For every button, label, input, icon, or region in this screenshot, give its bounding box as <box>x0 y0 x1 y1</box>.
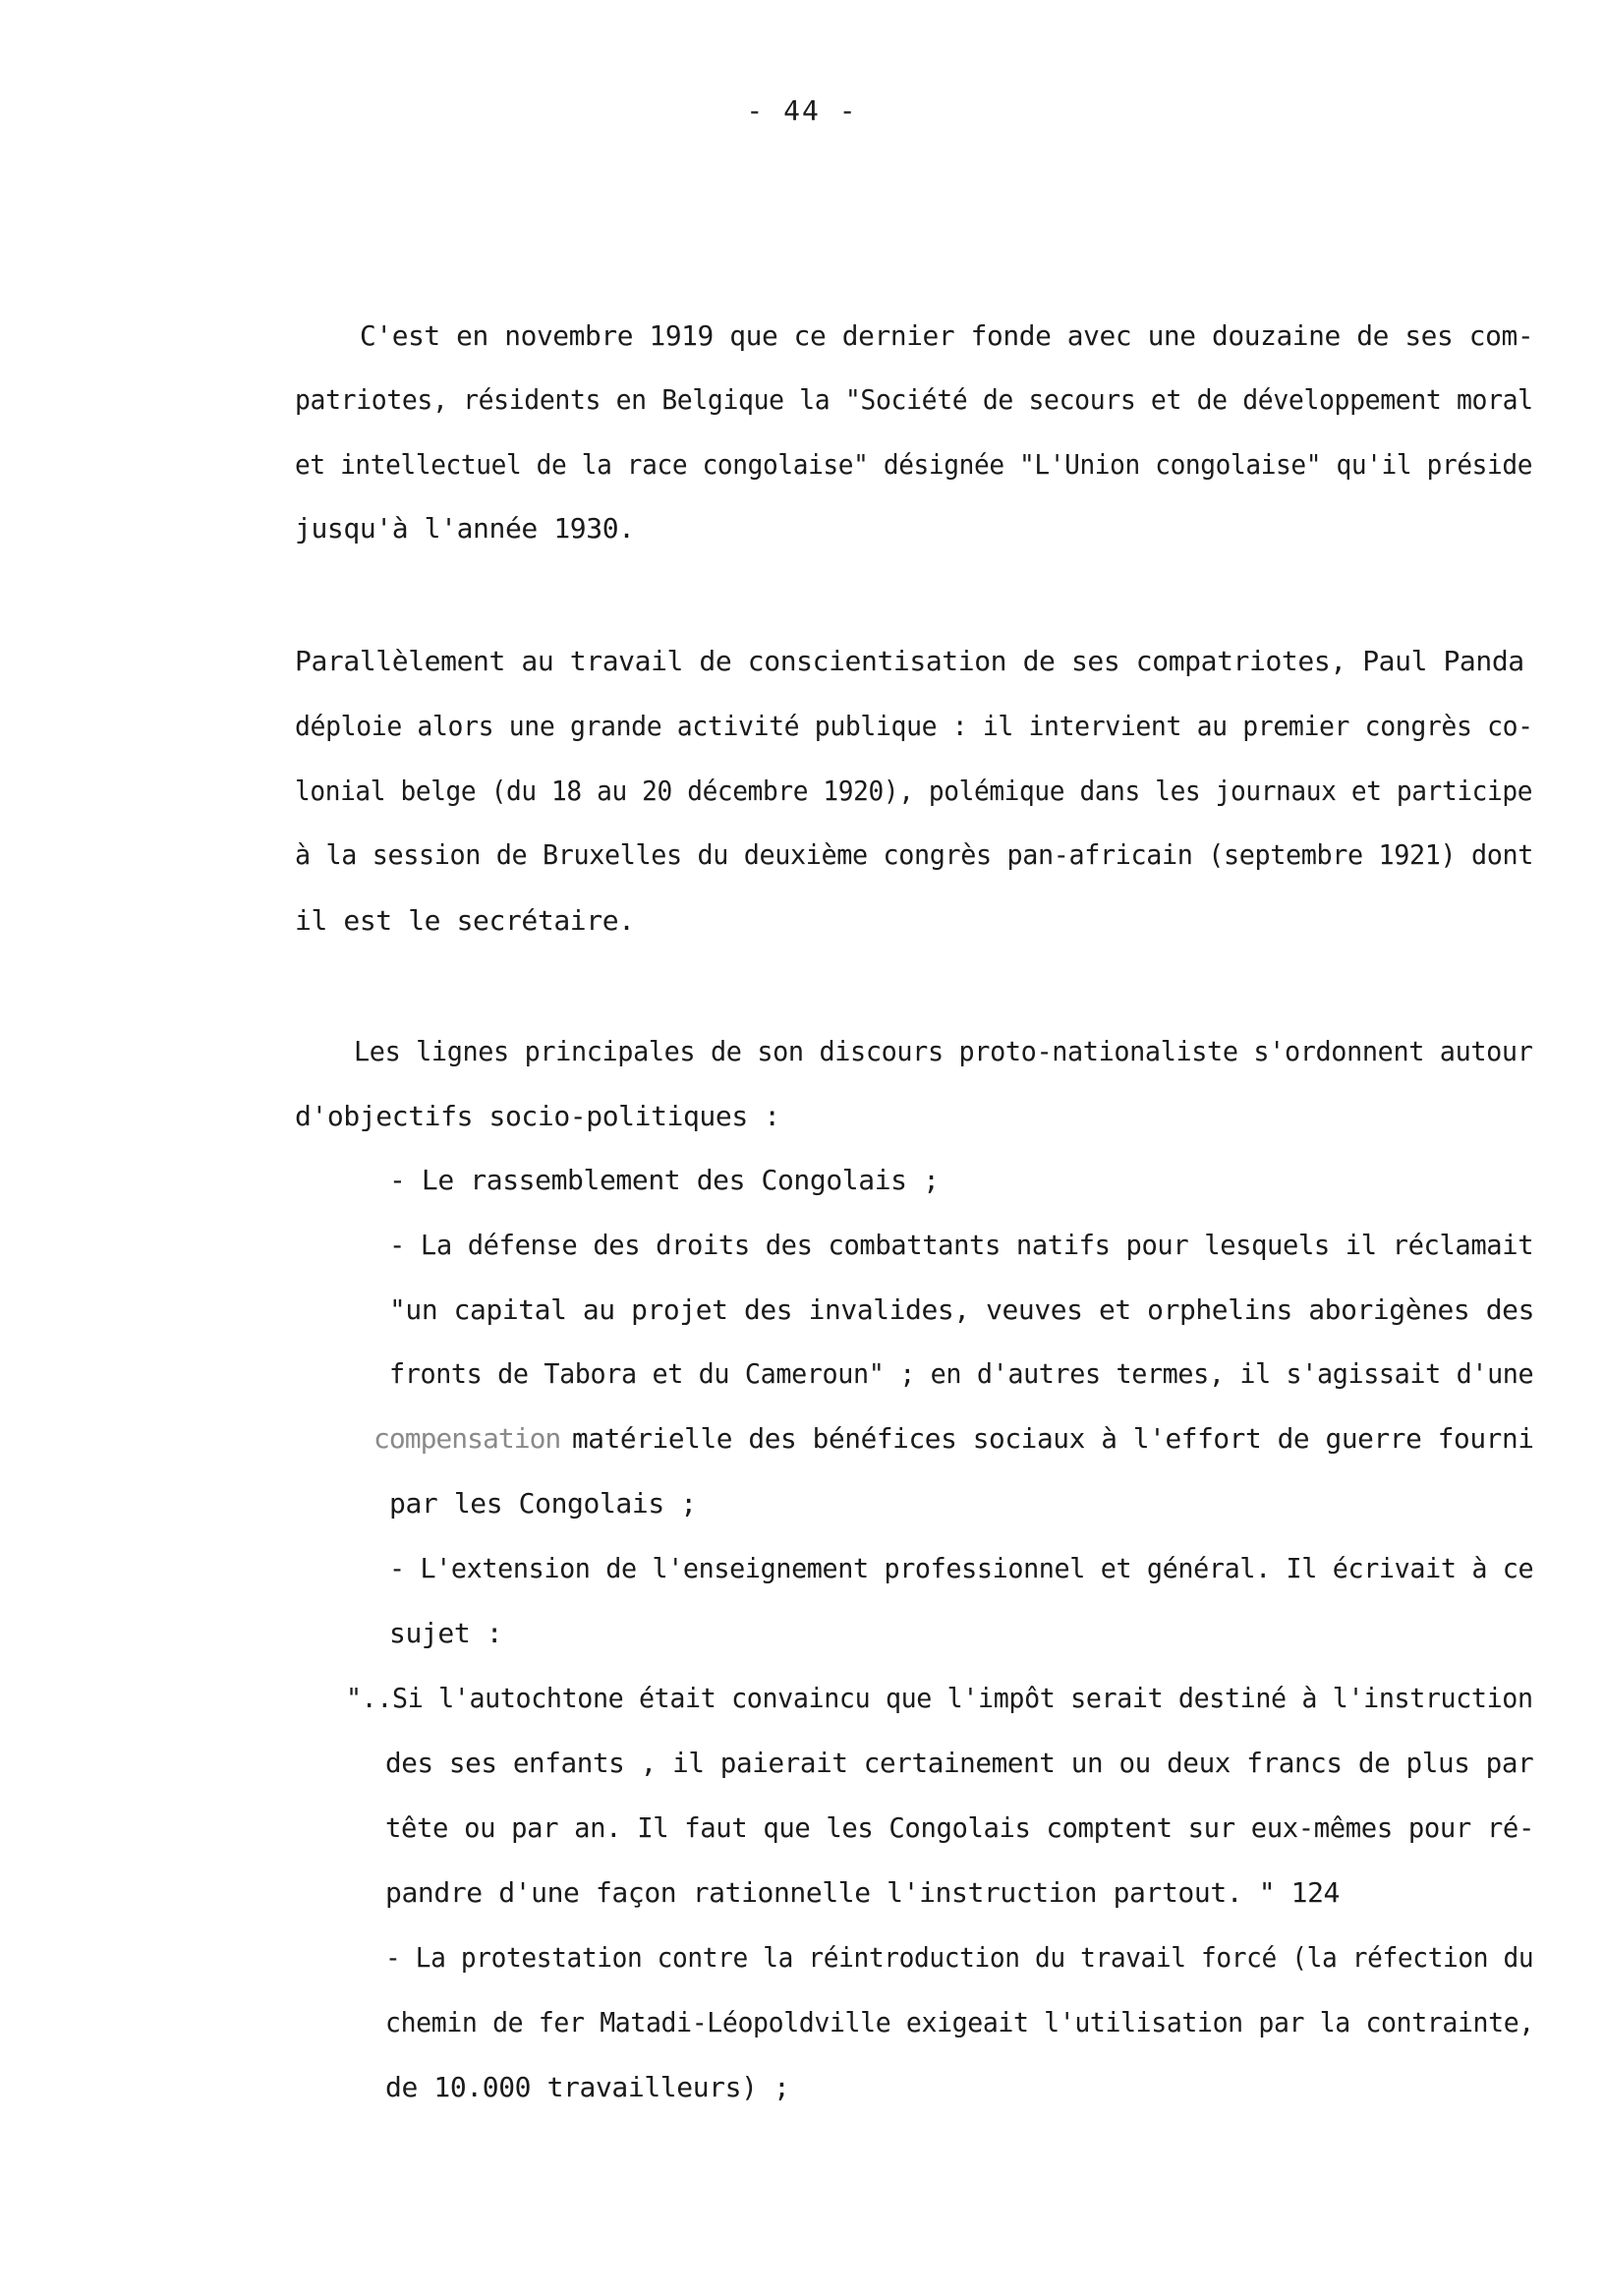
quote-line: des ses enfants , il paierait certainement un ou deux francs de plus par <box>385 1747 1534 1779</box>
paragraph-line: jusqu'à l'année 1930. <box>295 512 635 545</box>
paragraph-line: et intellectuel de la race congolaise" désignée "L'Union congolaise" qu'il préside <box>295 448 1533 481</box>
quote-line: tête ou par an. Il faut que les Congolais comptent sur eux-mêmes pour ré- <box>385 1811 1534 1844</box>
list-item-line: de 10.000 travailleurs) ; <box>385 2071 790 2103</box>
paragraph-line: patriotes, résidents en Belgique la "Société de secours et de développement moral <box>295 383 1533 416</box>
list-item-line: fronts de Tabora et du Cameroun" ; en d'autres termes, il s'agissait d'une <box>389 1357 1534 1390</box>
list-item: - La protestation contre la réintroduction du travail forcé (la réfection du <box>385 1941 1534 1974</box>
quote-line: "..Si l'autochtone était convaincu que l'impôt serait destiné à l'instruction <box>346 1682 1533 1714</box>
list-item-line: sujet : <box>389 1617 503 1649</box>
list-item-line: chemin de fer Matadi-Léopoldville exigeait l'utilisation par la contrainte, <box>385 2006 1534 2038</box>
list-item: - La défense des droits des combattants natifs pour lesquels il réclamait <box>389 1229 1534 1261</box>
page-number: - 44 - <box>746 94 858 127</box>
quote-line: pandre d'une façon rationnelle l'instruction partout. " 124 <box>385 1876 1340 1909</box>
list-item: - Le rassemblement des Congolais ; <box>389 1164 940 1196</box>
paragraph-line: déploie alors une grande activité publique : il intervient au premier congrès co- <box>295 710 1533 742</box>
paragraph-line: il est le secrétaire. <box>295 904 635 937</box>
paragraph-line: lonial belge (du 18 au 20 décembre 1920), polémique dans les journaux et participe <box>295 775 1533 807</box>
paragraph-line: d'objectifs socio-politiques : <box>295 1100 780 1132</box>
list-item-line: "un capital au projet des invalides, veuves et orphelins aborigènes des <box>389 1293 1534 1326</box>
paragraph-line: à la session de Bruxelles du deuxième congrès pan-africain (septembre 1921) dont <box>295 838 1533 871</box>
paragraph-line: C'est en novembre 1919 que ce dernier fonde avec une douzaine de ses com- <box>360 319 1534 352</box>
list-item: - L'extension de l'enseignement professionnel et général. Il écrivait à ce <box>389 1552 1534 1584</box>
paragraph-line: Parallèlement au travail de conscientisation de ses compatriotes, Paul Panda <box>295 645 1524 677</box>
paragraph-line: Les lignes principales de son discours proto-nationaliste s'ordonnent autour <box>354 1035 1533 1067</box>
faint-word: compensation <box>373 1422 561 1455</box>
list-item-line: par les Congolais ; <box>389 1487 697 1520</box>
list-item-line: matérielle des bénéfices sociaux à l'effort de guerre fourni <box>572 1422 1534 1455</box>
